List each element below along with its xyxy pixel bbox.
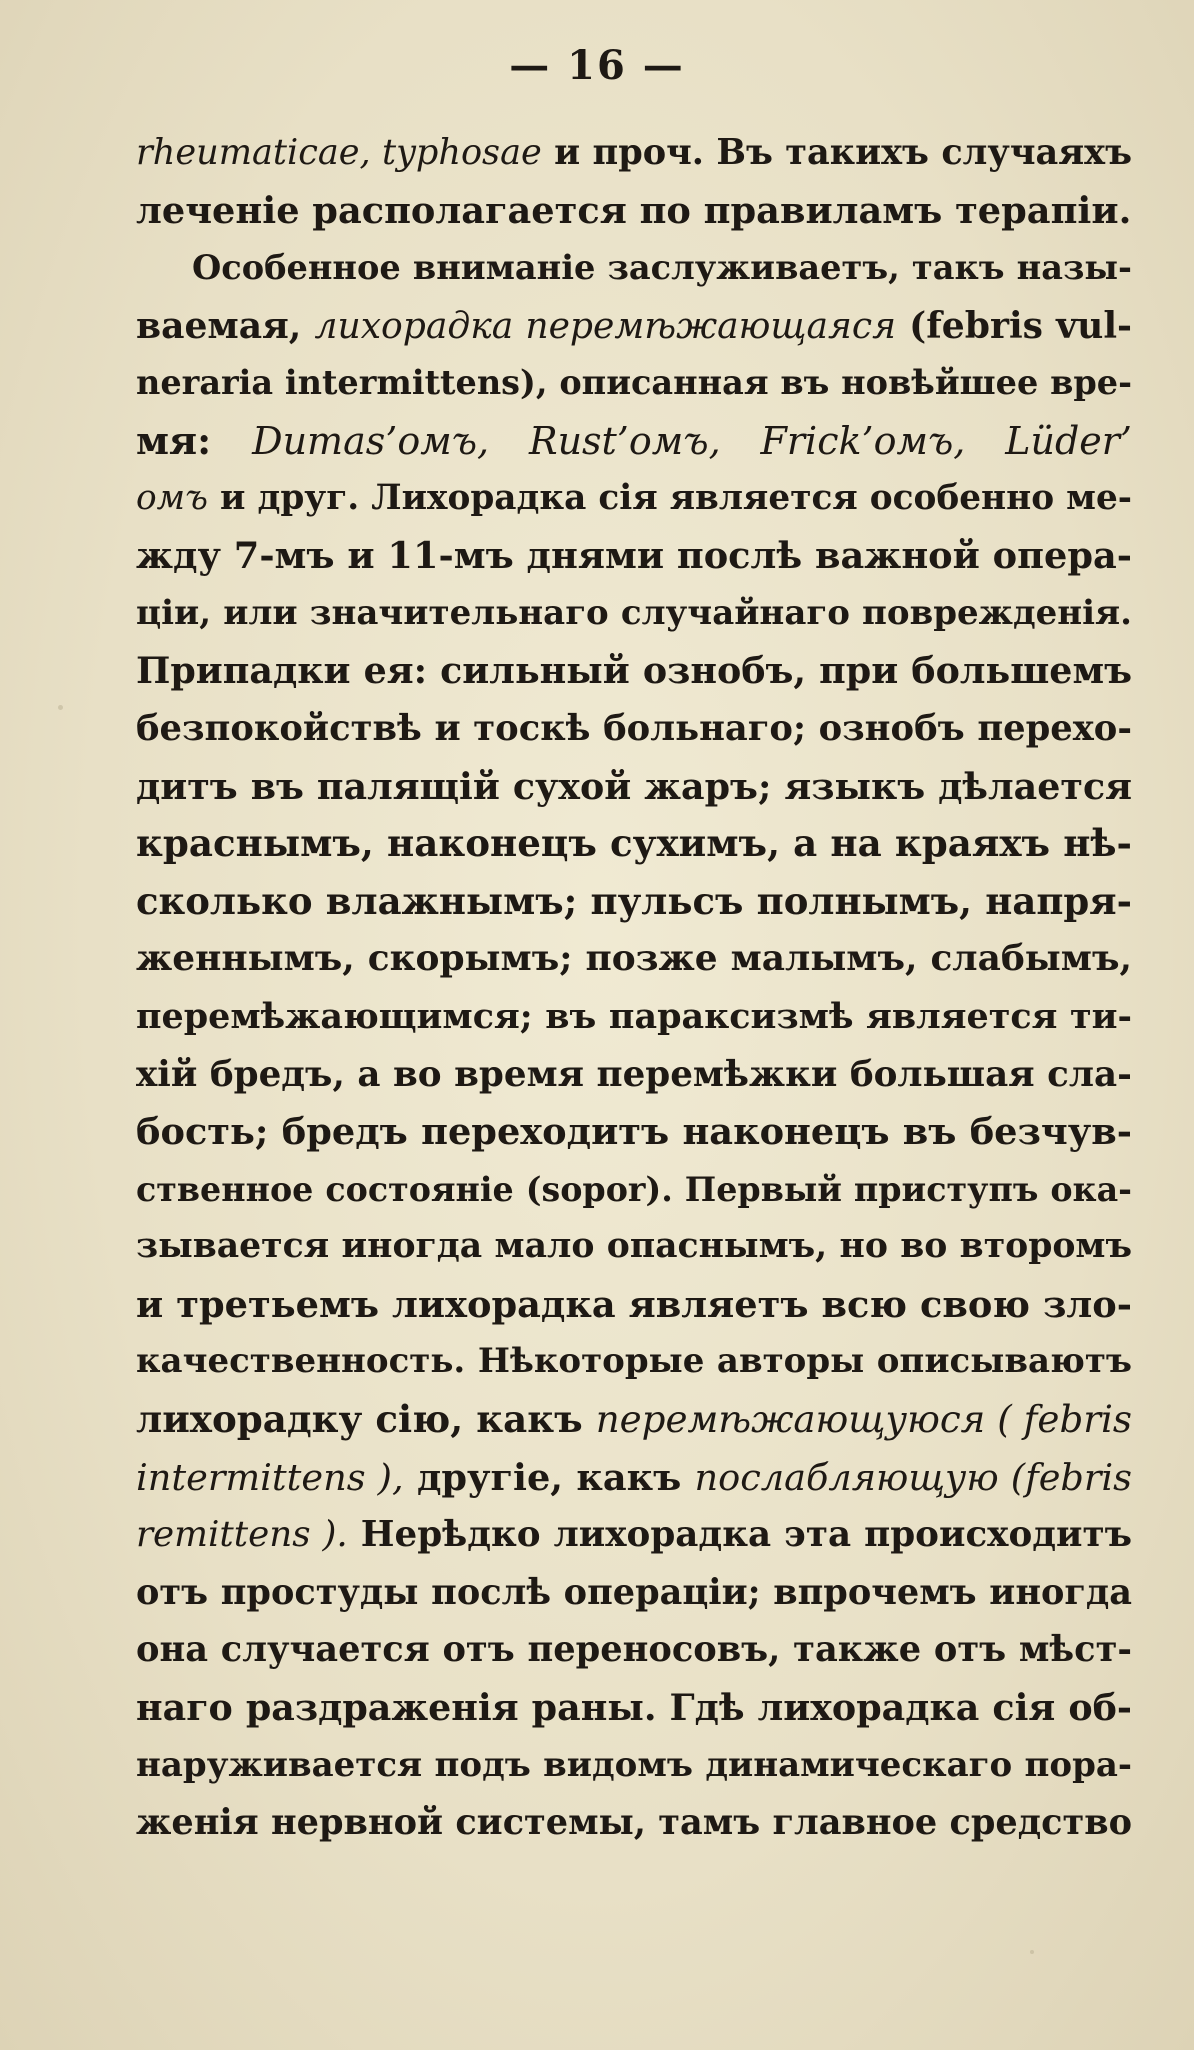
text-run: леченіе располагается по правиламъ терапіи. (136, 188, 1132, 232)
text-line (136, 354, 1132, 412)
text-run: наруживается подъ видомъ динамическаго пора- (136, 1744, 1132, 1785)
italic-text: intermittens ), (136, 1455, 404, 1499)
body-text (136, 124, 1132, 1852)
text-run: (febris vul- (896, 303, 1132, 347)
italic-text: омъ (136, 477, 208, 518)
text-line (136, 527, 1132, 585)
page-number: — 16 — (509, 42, 685, 89)
text-run: ваемая, (136, 303, 315, 347)
text-run: дитъ въ палящій сухой жаръ; языкъ дѣлается (136, 764, 1132, 808)
text-line (136, 1276, 1132, 1334)
text-run: лихорадку сію, какъ (136, 1397, 596, 1442)
text-line (136, 1621, 1132, 1679)
text-line (136, 1564, 1132, 1622)
text-run: и проч. Въ такихъ случаяхъ (541, 132, 1133, 173)
text-line (136, 1103, 1132, 1161)
text-run: сколько влажнымъ; пульсъ полнымъ, напря- (136, 878, 1132, 923)
text-line (136, 470, 1132, 528)
text-run: зывается иногда мало опаснымъ, но во второмъ (136, 1226, 1132, 1267)
text-run: перемѣжающимся; въ параксизмѣ является ти- (136, 995, 1132, 1037)
text-line (136, 758, 1132, 816)
text-run: мя: (136, 417, 253, 463)
italic-text: перемѣжающуюся ( febris (595, 1397, 1132, 1442)
text-line (136, 297, 1132, 355)
text-line (136, 1391, 1132, 1449)
text-run: хій бредъ, а во время перемѣжки большая сла- (136, 1052, 1132, 1095)
text-line (136, 1679, 1132, 1737)
text-line (136, 1333, 1132, 1391)
text-run: бость; бредъ переходитъ наконецъ въ безчув- (136, 1110, 1132, 1154)
text-run: и друг. Лихорадка сія является особенно ме- (207, 477, 1132, 518)
text-line (136, 930, 1132, 988)
text-run: и третьемъ лихорадка являетъ всю свою зло- (136, 1282, 1132, 1326)
italic-text: remittens ). (136, 1514, 348, 1556)
text-line (136, 182, 1132, 240)
text-run: краснымъ, наконецъ сухимъ, а на краяхъ нѣ- (136, 821, 1132, 866)
text-line (136, 1506, 1132, 1564)
text-run: Припадки ея: сильный ознобъ, при большемъ (136, 649, 1132, 693)
text-run: безпокойствѣ и тоскѣ больнаго; ознобъ перехо- (136, 707, 1132, 749)
text-line (136, 1737, 1132, 1795)
text-run: она случается отъ переносовъ, также отъ мѣст- (136, 1629, 1132, 1671)
italic-text: лихорадка перемѣжающаяся (314, 304, 897, 347)
text-run: ціи, или значительнаго случайнаго поврежденія. (136, 592, 1132, 633)
text-line (136, 1161, 1132, 1219)
text-run: Нерѣдко лихорадка эта происходитъ (347, 1513, 1132, 1556)
italic-text: послабляющую (febris (694, 1455, 1132, 1499)
italic-text: rheumaticae, typhosae (136, 132, 542, 173)
text-run: другіе, какъ (403, 1455, 695, 1499)
text-line (136, 412, 1132, 470)
text-line (136, 988, 1132, 1046)
text-line (136, 1794, 1132, 1852)
text-line (136, 642, 1132, 700)
text-run: отъ простуды послѣ операціи; впрочемъ иногда (136, 1571, 1132, 1613)
paper-speck (58, 705, 63, 710)
text-line (136, 1218, 1132, 1276)
paper-speck (1030, 1950, 1034, 1954)
text-run: жду 7-мъ и 11-мъ днями послѣ важной опера- (136, 534, 1132, 578)
text-line (136, 1046, 1132, 1104)
text-run: женнымъ, скорымъ; позже малымъ, слабымъ, (136, 937, 1132, 980)
italic-text: Dumas’омъ, Rust’омъ, Frick’омъ, Lüder’ (252, 418, 1132, 463)
text-line (136, 815, 1132, 873)
text-line (136, 585, 1132, 643)
text-run: качественность. Нѣкоторые авторы описываютъ (136, 1341, 1132, 1382)
text-run: Особенное вниманіе заслуживаетъ, такъ назы- (192, 247, 1132, 288)
text-run: наго раздраженія раны. Гдѣ лихорадка сія об- (136, 1686, 1132, 1730)
text-line (136, 239, 1132, 297)
text-line (136, 700, 1132, 758)
text-run: neraria intermittens), описанная въ новѣйшее вре- (136, 363, 1132, 403)
text-line (136, 124, 1132, 182)
text-line (136, 1449, 1132, 1507)
text-run: ственное состояніе (sopor). Первый приступъ ока- (136, 1169, 1132, 1209)
text-run: женія нервной системы, тамъ главное средство (136, 1802, 1132, 1844)
text-line (136, 873, 1132, 931)
